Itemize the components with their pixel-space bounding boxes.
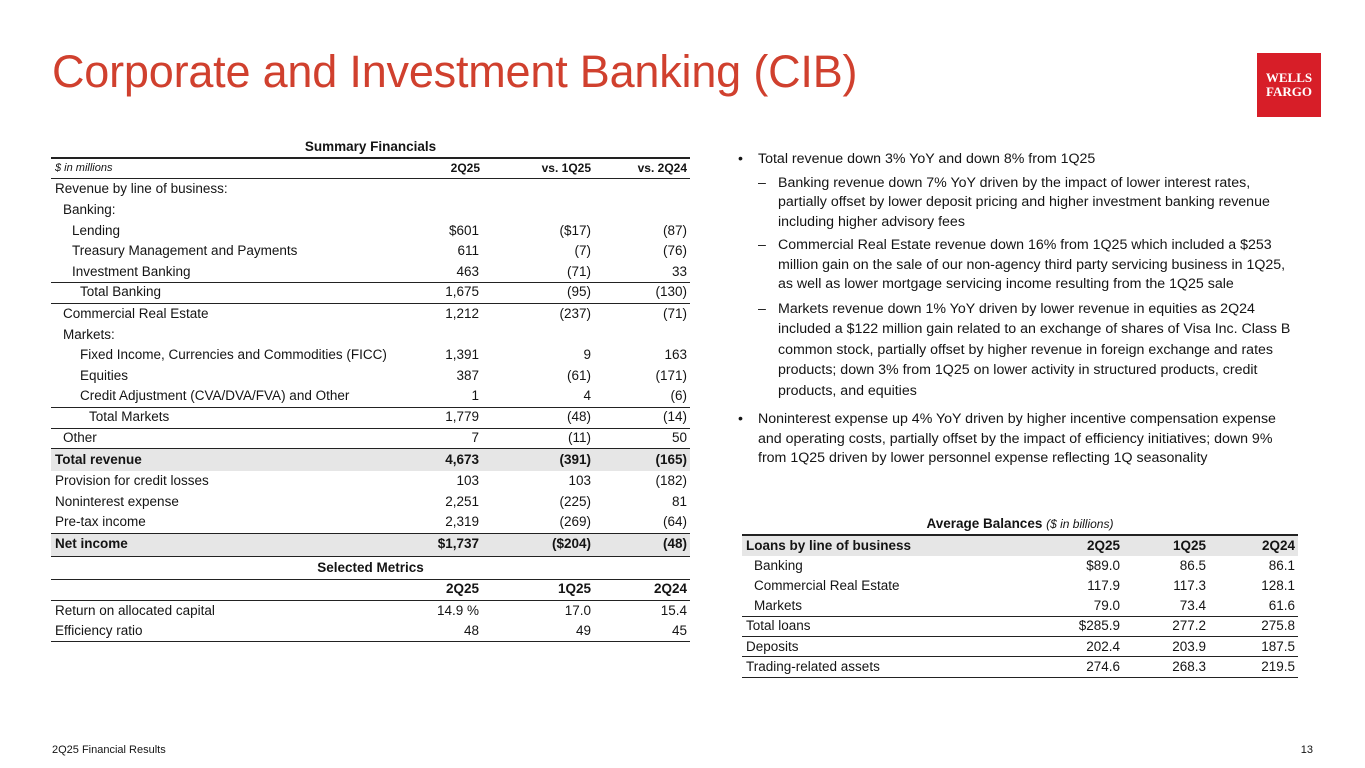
- cell: 103: [456, 473, 479, 489]
- table-row: [51, 200, 690, 221]
- col-header: 2Q25: [445, 581, 479, 597]
- col-header: vs. 2Q24: [637, 161, 687, 176]
- cell: 86.1: [1268, 558, 1295, 573]
- selected-metrics-heading: Selected Metrics: [51, 556, 690, 579]
- table-row-net-income: [51, 534, 690, 556]
- row-label: Revenue by line of business:: [55, 181, 228, 196]
- dash-icon: –: [758, 174, 766, 191]
- cell: (225): [559, 494, 591, 510]
- row-label: Total loans: [746, 618, 811, 634]
- cell: 73.4: [1179, 598, 1206, 614]
- cell: 81: [671, 494, 687, 510]
- page-number: 13: [1300, 744, 1313, 756]
- cell: 1,212: [445, 305, 479, 321]
- cell: 275.8: [1261, 618, 1295, 634]
- row-label: Efficiency ratio: [55, 623, 143, 639]
- cell: 117.9: [1087, 578, 1120, 594]
- cell: 203.9: [1172, 638, 1206, 654]
- row-label: Other: [63, 430, 97, 446]
- cell: 187.5: [1261, 638, 1295, 654]
- cell: (7): [574, 243, 591, 259]
- cell: (130): [655, 284, 687, 300]
- cell: (269): [559, 514, 591, 530]
- table-row: [51, 601, 690, 622]
- table-row: [51, 221, 690, 242]
- sub-bullet: [758, 174, 1298, 233]
- header-label: Loans by line of business: [746, 538, 912, 553]
- cell: ($17): [559, 222, 591, 238]
- cell: 7: [471, 430, 479, 446]
- table-row: [51, 492, 690, 513]
- table-row-total: [51, 449, 690, 471]
- cell: (48): [662, 536, 687, 552]
- table-row: [51, 366, 690, 387]
- cell: (165): [655, 451, 687, 467]
- col-header: 1Q25: [1172, 538, 1206, 553]
- table-row: [51, 262, 690, 283]
- table-row: [742, 576, 1298, 596]
- avg-heading: [742, 514, 1298, 534]
- cell: (64): [662, 514, 687, 530]
- cell: (14): [662, 409, 687, 425]
- cell: 14.9 %: [436, 602, 479, 618]
- cell: 2,251: [445, 494, 479, 510]
- cell: 219.5: [1261, 658, 1295, 674]
- col-header: 2Q24: [653, 581, 687, 597]
- cell: (87): [662, 222, 687, 238]
- cell: 117.3: [1173, 578, 1206, 594]
- cell: 163: [664, 347, 687, 363]
- sub-bullet-text: Banking revenue down 7% YoY driven by the impact of lower interest rates, partially offset by lower deposit pricing and higher investment banking revenue including higher advisory fees: [778, 174, 1270, 230]
- cell: ($204): [551, 536, 591, 552]
- row-label: Commercial Real Estate: [63, 305, 209, 321]
- row-label: Trading-related assets: [746, 658, 880, 674]
- metrics-header-row: [51, 579, 690, 601]
- row-label: Pre-tax income: [55, 514, 146, 530]
- row-label: Markets: [754, 598, 803, 614]
- dash-icon: –: [758, 300, 766, 317]
- cell: $1,737: [437, 536, 479, 552]
- cell: (95): [566, 284, 591, 300]
- table-row: [742, 637, 1298, 657]
- avg-heading-title: Average Balances: [926, 516, 1043, 531]
- col-header: vs. 1Q25: [541, 161, 591, 176]
- average-balances-table: [742, 514, 1298, 678]
- cell: 15.4: [660, 602, 687, 618]
- logo-line-1: WELLS: [1265, 70, 1313, 85]
- cell: 49: [575, 623, 591, 639]
- table-row: [51, 387, 690, 408]
- sub-bullet-text: Commercial Real Estate revenue down 16% from 1Q25 which included a $253 million gain on the sale of our non-agency third party servicing business in 1Q25, as well as lower mortgage servicing income resulting from the 1Q25 sale: [778, 237, 1286, 292]
- cell: (71): [566, 263, 591, 279]
- summary-header-row: [51, 157, 690, 179]
- wells-fargo-logo: [1257, 53, 1321, 117]
- row-label: Markets:: [63, 326, 115, 342]
- cell: 79.0: [1093, 598, 1120, 614]
- table-row: [51, 241, 690, 262]
- dash-icon: –: [758, 237, 766, 253]
- row-label: Equities: [80, 368, 129, 384]
- cell: 274.6: [1086, 658, 1120, 674]
- cell: 50: [671, 430, 687, 446]
- bullet-text: Total revenue down 3% YoY and down 8% from 1Q25: [758, 151, 1096, 167]
- cell: 128.1: [1261, 578, 1295, 594]
- cell: 463: [456, 263, 479, 279]
- cell: 387: [456, 368, 479, 384]
- row-label: Commercial Real Estate: [754, 578, 900, 594]
- cell: 4: [583, 388, 591, 404]
- row-label: Banking:: [63, 201, 116, 217]
- cell: 45: [671, 623, 687, 639]
- cell: 33: [671, 263, 687, 279]
- bullet-item: [738, 410, 1298, 469]
- cell: 1,391: [445, 347, 479, 363]
- row-label: Total Markets: [89, 409, 170, 425]
- table-row: [51, 283, 690, 304]
- row-label: Investment Banking: [72, 263, 191, 279]
- sub-bullet-text: Markets revenue down 1% YoY driven by lower revenue in equities as 2Q24 included a $122 million gain related to an exchange of shares of Visa Inc. Class B common stock, partially offset by higher revenue in foreign exchange and rates products; down 3% from 1Q25 on lower activity in structured products, credit products, and equities: [778, 300, 1291, 399]
- cell: (61): [566, 368, 591, 384]
- table-row: [742, 597, 1298, 617]
- row-label: Deposits: [746, 638, 799, 654]
- footer-label: 2Q25 Financial Results: [52, 744, 166, 756]
- cell: (237): [559, 305, 591, 321]
- table-row: [51, 179, 690, 200]
- table-row: [51, 471, 690, 492]
- table-row: [51, 304, 690, 325]
- cell: (76): [662, 243, 687, 259]
- summary-heading: Summary Financials: [304, 139, 437, 154]
- row-label: Provision for credit losses: [55, 473, 209, 489]
- cell: 1,675: [445, 284, 479, 300]
- cell: 1,779: [445, 409, 479, 425]
- row-label: Lending: [72, 222, 121, 238]
- avg-header-row: [742, 534, 1298, 556]
- table-row: [51, 622, 690, 643]
- cell: 202.4: [1086, 638, 1120, 654]
- col-header: 2Q25: [450, 161, 480, 176]
- cell: 48: [463, 623, 479, 639]
- col-header: 2Q25: [1086, 538, 1120, 553]
- avg-units: ($ in billions): [1046, 517, 1114, 531]
- row-label: Total Banking: [80, 284, 162, 300]
- table-row: [742, 556, 1298, 576]
- cell: (182): [655, 473, 687, 489]
- cell: 17.0: [564, 602, 591, 618]
- table-row: [742, 617, 1298, 637]
- cell: (71): [662, 305, 687, 321]
- cell: 268.3: [1172, 658, 1206, 674]
- cell: (171): [655, 368, 687, 384]
- cell: (48): [566, 409, 591, 425]
- cell: 86.5: [1179, 558, 1206, 573]
- table-row: [742, 657, 1298, 677]
- row-label: Noninterest expense: [55, 494, 179, 510]
- units-label: $ in millions: [55, 162, 113, 175]
- row-label: Total revenue: [55, 451, 142, 467]
- cell: 61.6: [1268, 598, 1295, 614]
- summary-financials-table: [51, 137, 690, 642]
- row-label: Net income: [55, 536, 128, 552]
- table-row: [51, 345, 690, 366]
- table-row: [51, 429, 690, 450]
- row-label: Banking: [754, 558, 803, 573]
- cell: (391): [559, 451, 591, 467]
- table-row: [51, 408, 690, 429]
- col-header: 1Q25: [557, 581, 591, 597]
- cell: 611: [457, 243, 479, 259]
- cell: 103: [568, 473, 591, 489]
- logo-line-2: FARGO: [1266, 84, 1312, 99]
- cell: $89.0: [1086, 558, 1120, 573]
- cell: 277.2: [1172, 618, 1206, 634]
- bullet-item: [738, 150, 1298, 401]
- col-header: 2Q24: [1261, 538, 1295, 553]
- cell: 4,673: [445, 451, 479, 467]
- cell: $601: [448, 222, 479, 238]
- cell: (6): [670, 388, 687, 404]
- table-row: [51, 513, 690, 534]
- cell: 1: [471, 388, 479, 404]
- row-label: Treasury Management and Payments: [72, 243, 298, 259]
- bullet-text: Noninterest expense up 4% YoY driven by higher incentive compensation expense and operating costs, partially offset by the impact of efficiency initiatives; down 9% from 1Q25 driven by lower personnel expense reflecting 1Q seasonality: [758, 411, 1276, 466]
- sub-bullet: [758, 299, 1298, 402]
- bullet-dot-icon: •: [738, 151, 743, 167]
- sub-bullet: [758, 236, 1298, 295]
- cell: (11): [567, 430, 591, 446]
- page-title: Corporate and Investment Banking (CIB): [52, 46, 858, 97]
- bullet-dot-icon: •: [738, 411, 743, 427]
- cell: $285.9: [1078, 618, 1120, 634]
- cell: 9: [583, 347, 591, 363]
- table-row: [51, 325, 690, 346]
- row-label: Credit Adjustment (CVA/DVA/FVA) and Other: [80, 388, 350, 404]
- row-label: Fixed Income, Currencies and Commodities (FICC): [80, 347, 387, 363]
- cell: 2,319: [445, 514, 479, 530]
- row-label: Return on allocated capital: [55, 602, 215, 618]
- commentary-bullets: [738, 150, 1298, 478]
